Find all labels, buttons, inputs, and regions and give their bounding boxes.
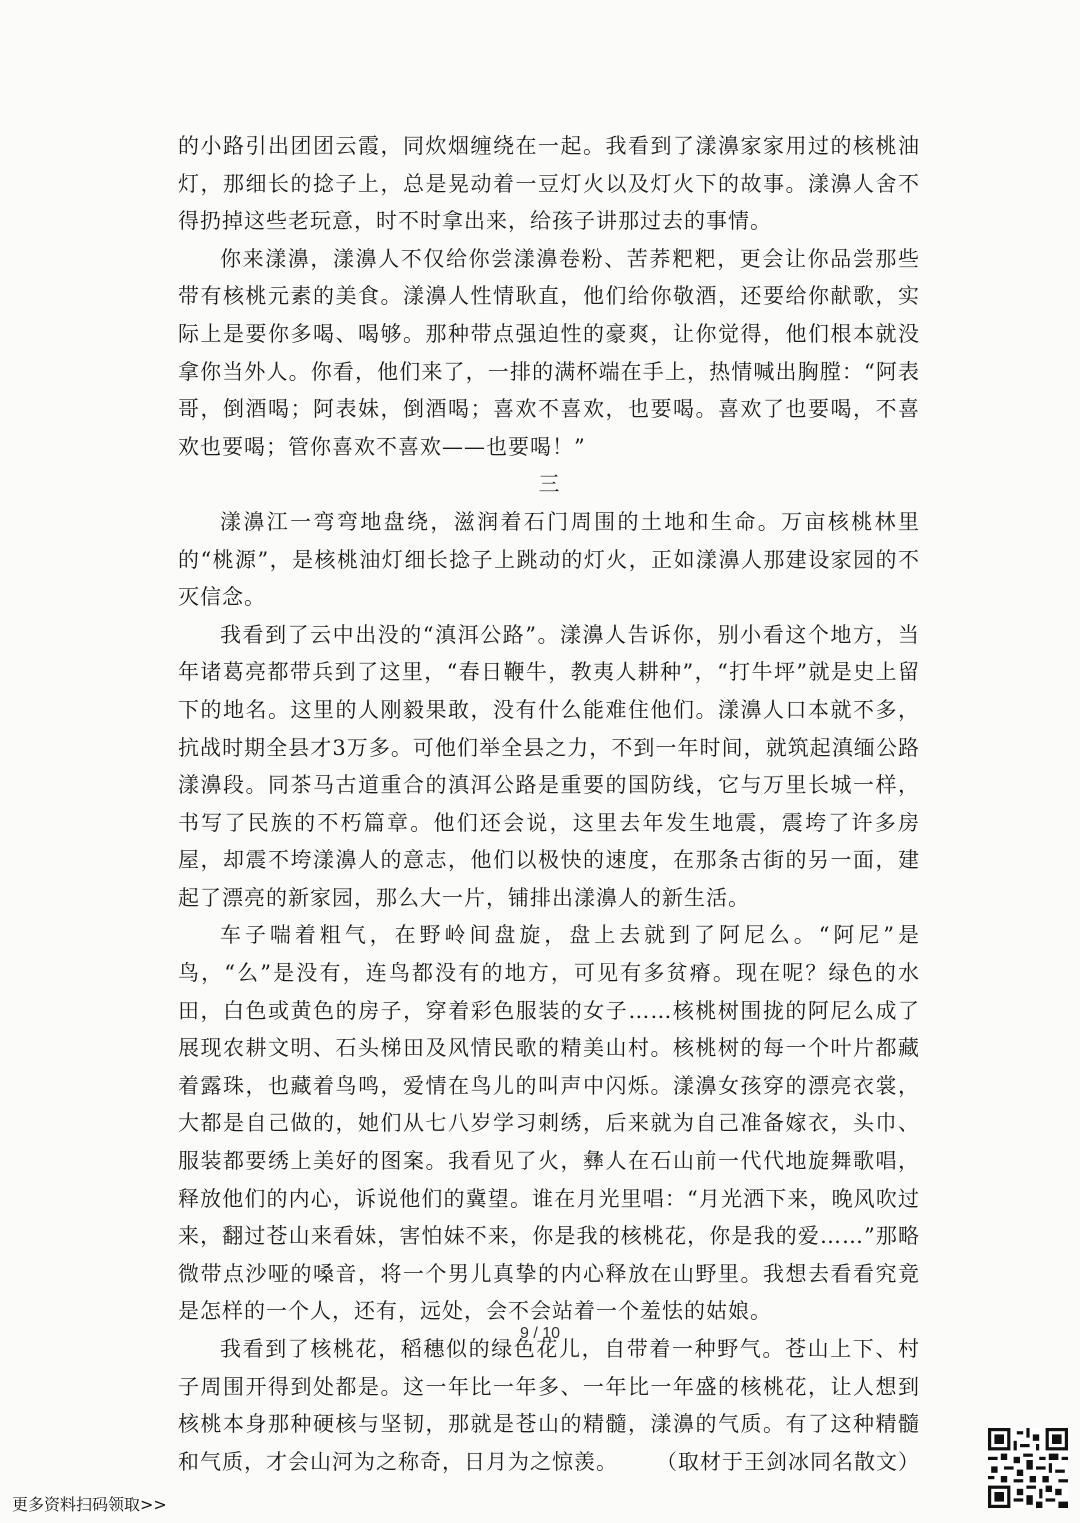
page-number: 9 / 10 [519,1325,561,1342]
paragraph-5: 车子喘着粗气，在野岭间盘旋，盘上去就到了阿尼么。“阿尼”是鸟，“么”是没有，连鸟都没有的地方，可见有多贫瘠。现在呢？绿色的水田，白色或黄色的房子，穿着彩色服装的女子……核桃树围拢的阿尼么成了展现农耕文明、石头梯田及风情民歌的精美山村。核桃树的每一个叶片都藏着露珠，也藏着鸟鸣，爱情在鸟儿的叫声中闪烁。漾濞女孩穿的漂亮衣裳，大都是自己做的，她们从七八岁学习刺绣，后来就为自己准备嫁衣，头巾、服装都要绣上美好的图案。我看见了火，彝人在石山前一代代地旋舞歌唱，释放他们的内心，诉说他们的冀望。谁在月光里唱：“月光洒下来，晚风吹过来，翻过苍山来看妹，害怕妹不来，你是我的核桃花，你是我的爱……”那略微带点沙哑的嗓音，将一个男儿真挚的内心释放在山野里。我想去看看究竟是怎样的一个人，还有，远处，会不会站着一个羞怯的姑娘。 [178,923,920,1324]
section-heading: 三 [538,472,560,497]
paragraph-6: 我看到了核桃花，稻穗似的绿色花儿，自带着一种野气。苍山上下、村子周围开得到处都是。这一年比一年多、一年比一年盛的核桃花，让人想到核桃本身那种硬核与坚韧，那就是苍山的精髓，漾濞的气质。有了这种精髓和气质，才会山河为之称奇，日月为之惊羡。 [178,1337,920,1474]
paragraph-2: 你来漾濞，漾濞人不仅给你尝漾濞卷粉、苦荞粑粑，更会让你品尝那些带有核桃元素的美食。漾濞人性情耿直，他们给你敬酒，还要给你献歌，实际上是要你多喝、喝够。那种带点强迫性的豪爽，让你觉得，他们根本就没拿你当外人。你看，他们来了，一排的满杯端在手上，热情喊出胸膛：“阿表哥，倒酒喝；阿表妹，倒酒喝；喜欢不喜欢，也要喝。喜欢了也要喝，不喜欢也要喝；管你喜欢不喜欢——也要喝！” [178,246,920,459]
footer-link[interactable]: 更多资料扫码领取>> [12,1495,167,1514]
paragraph-3: 漾濞江一弯弯地盘绕，滋润着石门周围的土地和生命。万亩核桃林里的“桃源”，是核桃油灯细长捻子上跳动的灯火，正如漾濞人那建设家园的不灭信念。 [178,509,920,610]
source-note: （取材于王剑冰同名散文） [656,1449,920,1474]
qr-code-icon[interactable] [988,1428,1068,1508]
article-text [178,128,920,1481]
paragraph-4: 我看到了云中出没的“滇洱公路”。漾濞人告诉你，别小看这个地方，当年诸葛亮都带兵到了这里，“春日鞭牛，教夷人耕种”，“打牛坪”就是史上留下的地名。这里的人刚毅果敢，没有什么能难住他们。漾濞人口本就不多，抗战时期全县才3万多。可他们举全县之力，不到一年时间，就筑起滇缅公路漾濞段。同茶马古道重合的滇洱公路是重要的国防线，它与万里长城一样，书写了民族的不朽篇章。他们还会说，这里去年发生地震，震垮了许多房屋，却震不垮漾濞人的意志，他们以极快的速度，在那条古街的另一面，建起了漂亮的新家园，那么大一片，铺排出漾濞人的新生活。 [178,622,920,910]
paragraph-1: 的小路引出团团云霞，同炊烟缠绕在一起。我看到了漾濞家家用过的核桃油灯，那细长的捻子上，总是晃动着一豆灯火以及灯火下的故事。漾濞人舍不得扔掉这些老玩意，时不时拿出来，给孩子讲那过去的事情。 [178,134,920,234]
